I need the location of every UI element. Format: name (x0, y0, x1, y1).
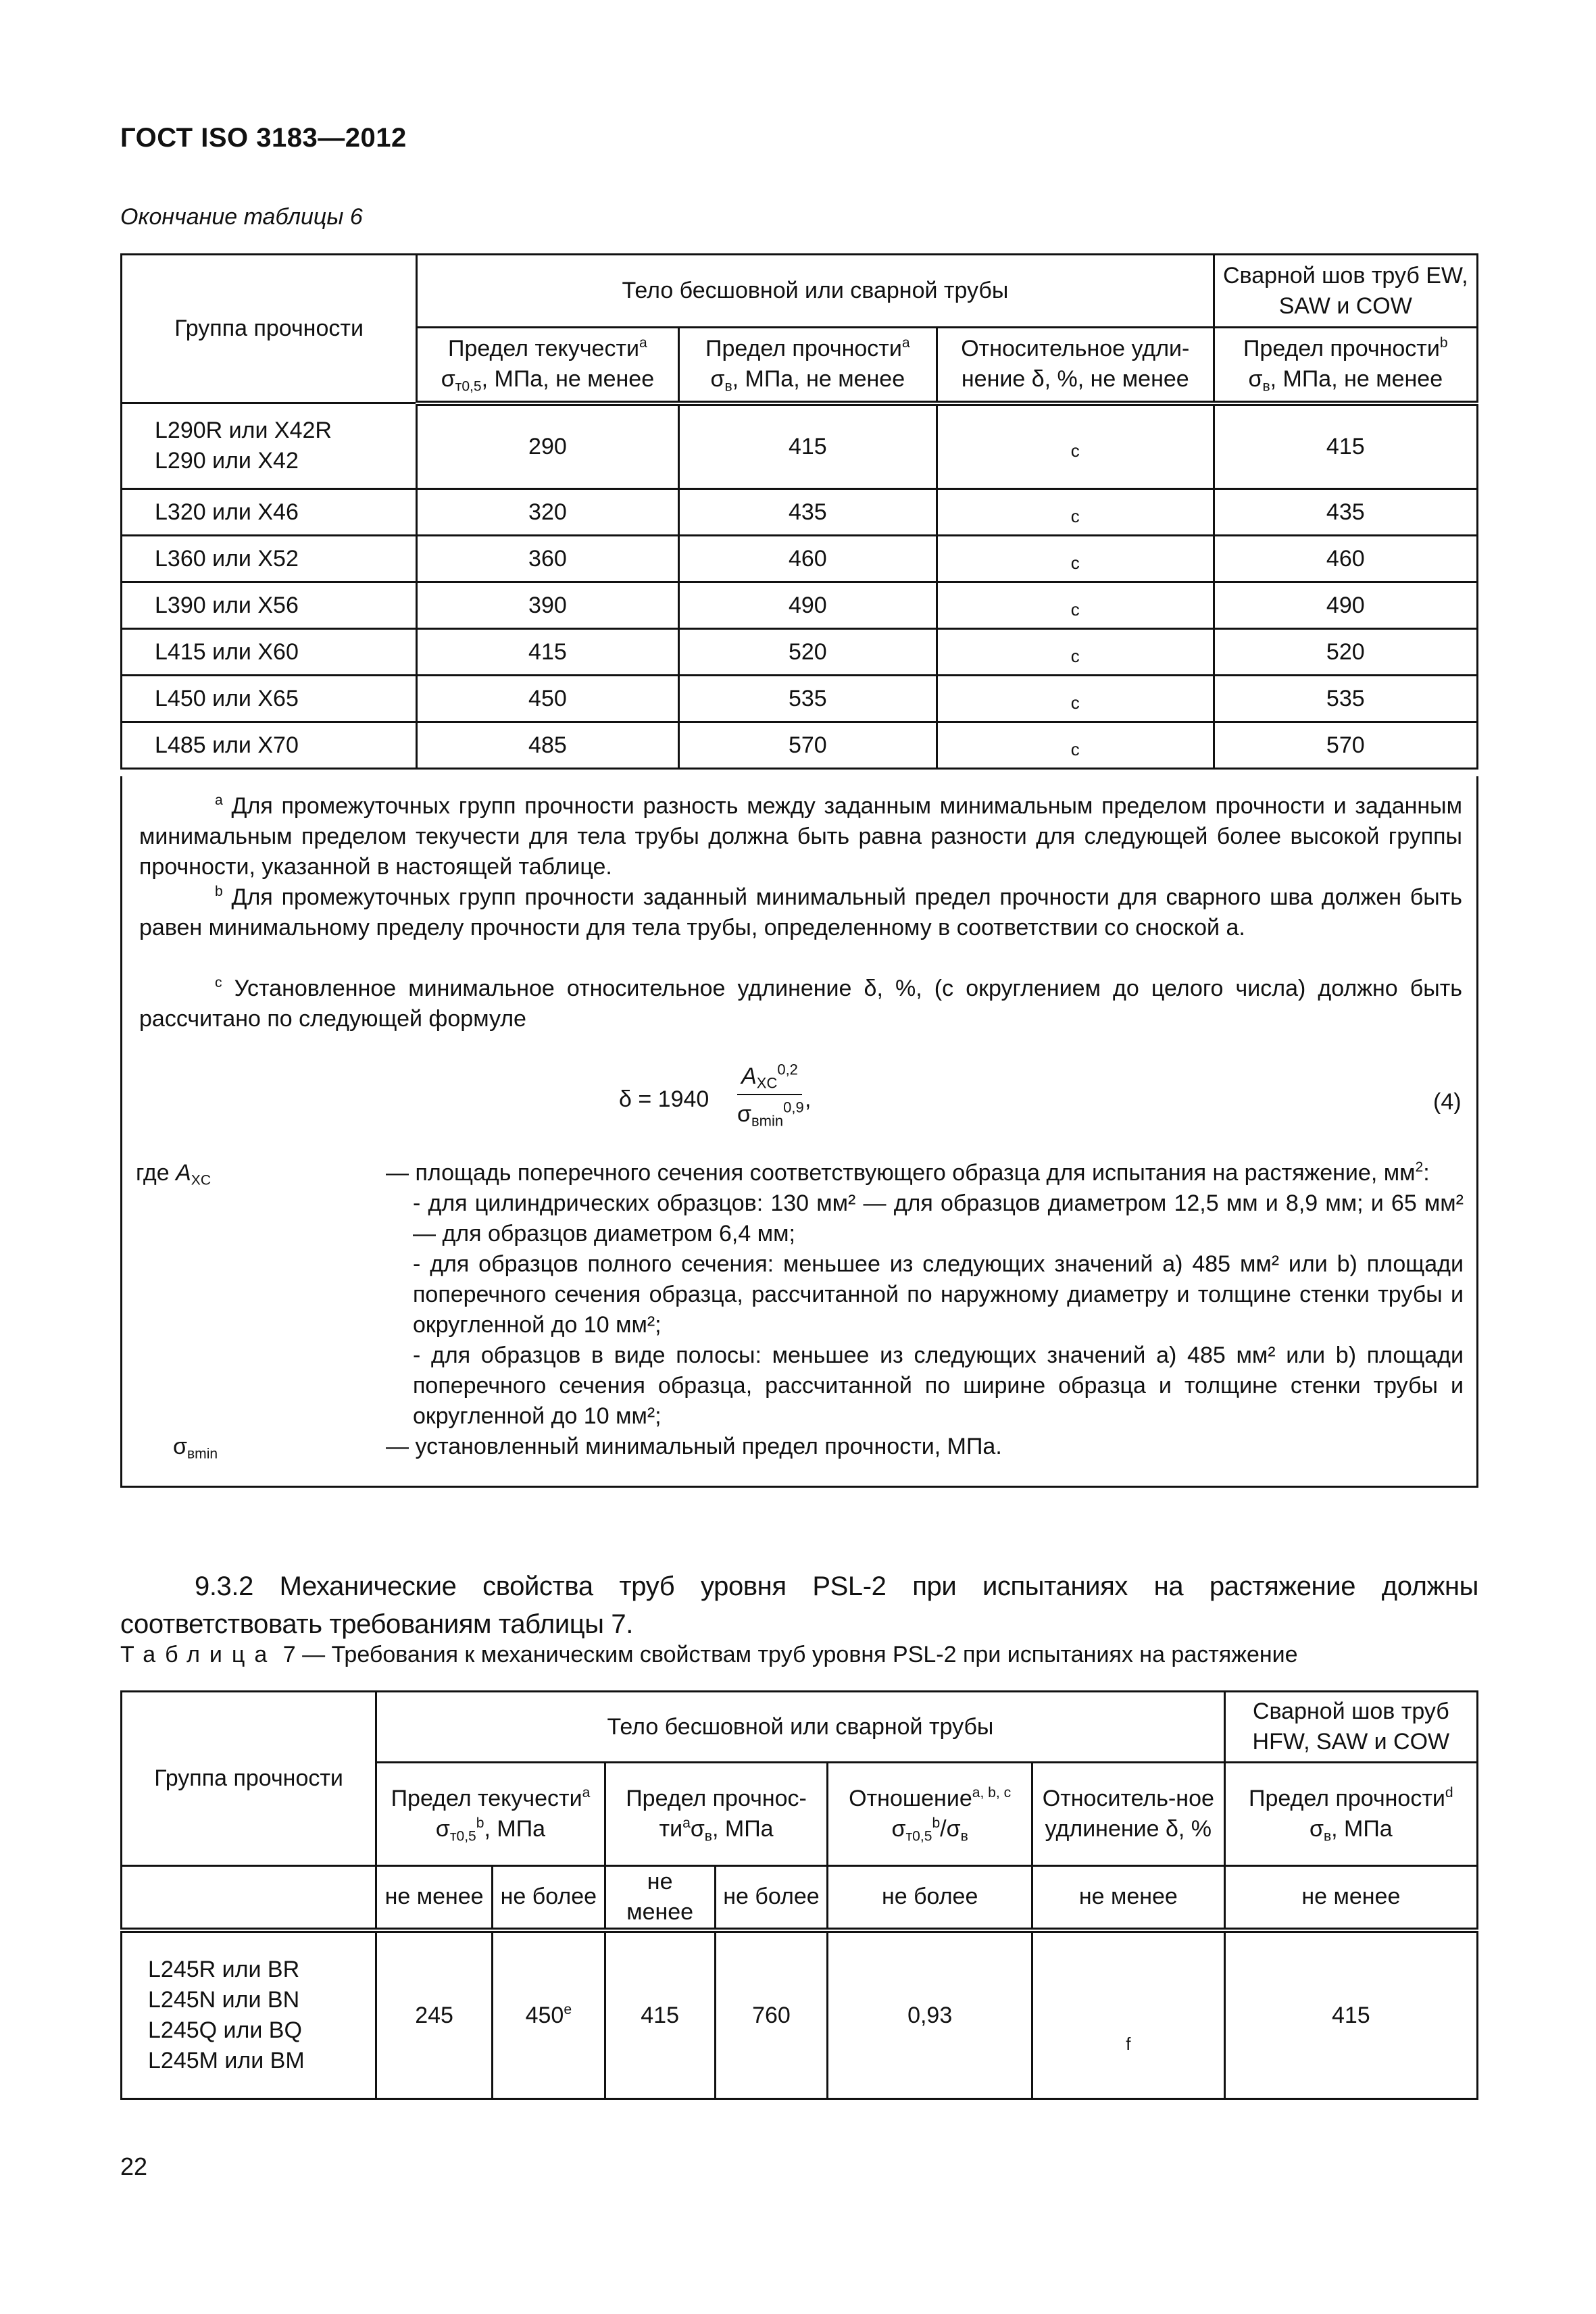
formula-number: (4) (1433, 1089, 1462, 1115)
t6-tensile: 520 (678, 629, 937, 676)
table-row (122, 722, 1478, 769)
formula-fraction: $A_{XC}^{0,2}$ $\sigma_{вmin}^{0,9}$ (737, 1059, 802, 1133)
where-sigma-label: $\sigma_{вmin}$ (173, 1434, 218, 1462)
table-row (122, 403, 1478, 489)
t7-sub-min: не менее (605, 1866, 715, 1930)
t7-head-elong: Относитель-ное удлинение δ, % (1032, 1763, 1224, 1866)
footnote-c: $^c$ Установленное минимальное относительное удлинение δ, %, (с округлением до целого числа) должно быть рассчитано по следующей формуле (139, 974, 1462, 1032)
t6-yield: 415 (417, 629, 678, 676)
table-row (122, 582, 1478, 629)
formula-lhs: δ = 1940 (619, 1086, 709, 1112)
t6-elong: c (937, 676, 1214, 722)
t6-yield: 320 (417, 489, 678, 536)
t6-group: L415 или X60 (122, 629, 417, 676)
t7-sub-max: не более (828, 1866, 1032, 1930)
t6-head-weld: Сварной шов труб EW, SAW и COW (1214, 255, 1477, 328)
t6-weld: 435 (1214, 489, 1477, 536)
t7-sub-max: не более (492, 1866, 605, 1930)
t7-weld: 415 (1224, 1930, 1477, 2099)
t6-yield: 450 (417, 676, 678, 722)
t6-tensile: 435 (678, 489, 937, 536)
t6-head-body: Тело бесшовной или сварной трубы (417, 255, 1214, 328)
t6-yield: 390 (417, 582, 678, 629)
t6-group: L390 или X56 (122, 582, 417, 629)
table6-footnotes (120, 776, 1478, 1488)
t6-yield: 290 (417, 403, 678, 489)
t7-head-weld: Сварной шов труб HFW, SAW и COW (1224, 1692, 1477, 1763)
t6-weld: 460 (1214, 536, 1477, 582)
t6-elong: c (937, 403, 1214, 489)
table-7 (120, 1690, 1478, 2100)
t6-tensile: 535 (678, 676, 937, 722)
table-row (122, 676, 1478, 722)
document-header: ГОСТ ISO 3183—2012 (120, 123, 407, 153)
t6-weld: 415 (1214, 403, 1477, 489)
t6-elong: c (937, 489, 1214, 536)
t7-tensile-min: 415 (605, 1930, 715, 2099)
table-row (122, 536, 1478, 582)
t7-yield-max: 450e (492, 1930, 605, 2099)
t6-head-elong: Относительное удли- нение δ, %, не менее (937, 328, 1214, 403)
table7-caption: Таблица 7 — Требования к механическим свойствам труб уровня PSL-2 при испытаниях на растяжение (120, 1642, 1298, 1667)
where-item-1: - для цилиндрических образцов: 130 мм² — для образцов диаметром 12,5 мм и 8,9 мм; и 65 мм² — для образцов диаметром 6,4 мм; (413, 1190, 1464, 1247)
t6-group: L450 или X65 (122, 676, 417, 722)
t7-sub-min: не менее (1032, 1866, 1224, 1930)
t6-head-group: Группа прочности (122, 255, 417, 403)
t6-weld: 490 (1214, 582, 1477, 629)
t7-yield-min: 245 (376, 1930, 493, 2099)
paragraph-9-3-2: 9.3.2 Механические свойства труб уровня PSL-2 при испытаниях на растяжение должны соответствовать требованиям таблицы 7. (120, 1571, 1478, 1639)
t6-weld: 570 (1214, 722, 1477, 769)
t6-weld: 535 (1214, 676, 1477, 722)
t7-sub-min: не менее (1224, 1866, 1477, 1930)
footnote-b: $^b$ Для промежуточных групп прочности заданный минимальный предел прочности для сварного шва должен быть равен минимальному пределу прочности для тела трубы, определенному в соответствии со сноской а. (139, 883, 1462, 940)
t7-head-yield: Предел текучести$^a$ $\sigma_{т0,5}^b$, МПа (376, 1763, 605, 1866)
t6-head-tensile: Предел прочности$^a$ $\sigma_в$, МПа, не менее (678, 328, 937, 403)
t7-tensile-max: 760 (715, 1930, 828, 2099)
t7-group: L245R или BR L245N или BN L245Q или BQ L245M или BM (122, 1930, 376, 2099)
footnote-a: $^a$ Для промежуточных групп прочности разность между заданным минимальным пределом прочности и заданным минимальным пределом текучести для тела трубы должна быть равна разности для следующей более высокой группы прочности, указанной в настоящей таблице. (139, 792, 1462, 880)
t7-head-weld-tensile: Предел прочности$^d$ $\sigma_в$, МПа (1224, 1763, 1477, 1866)
table6-caption: Окончание таблицы 6 (120, 204, 363, 230)
t6-elong: c (937, 582, 1214, 629)
t6-head-weld-tensile: Предел прочности$^b$ $\sigma_в$, МПа, не менее (1214, 328, 1477, 403)
t6-yield: 360 (417, 536, 678, 582)
t6-tensile: 570 (678, 722, 937, 769)
t7-head-ratio: Отношение$^{a, b, c}$ $\sigma_{т0,5}^b/\sigma_в$ (828, 1763, 1032, 1866)
t7-head-body: Тело бесшовной или сварной трубы (376, 1692, 1225, 1763)
table-row (122, 629, 1478, 676)
t6-tensile: 490 (678, 582, 937, 629)
page-number: 22 (120, 2153, 148, 2180)
formula-4: δ = 1940 $A_{XC}^{0,2}$ $\sigma_{вmin}^{0,9}$ , (4) (122, 1059, 1476, 1140)
t7-elong: f (1032, 1930, 1224, 2099)
t6-tensile: 460 (678, 536, 937, 582)
table-6 (120, 253, 1478, 770)
t7-sub-max: не более (715, 1866, 828, 1930)
t6-group: L360 или X52 (122, 536, 417, 582)
where-axc-label: где $A_{XC}$ (136, 1160, 211, 1188)
t7-head-group: Группа прочности (122, 1692, 376, 1866)
t6-group: L290R или X42R L290 или X42 (122, 403, 417, 489)
table-row (122, 489, 1478, 536)
t6-tensile: 415 (678, 403, 937, 489)
t6-elong: c (937, 536, 1214, 582)
t6-elong: c (937, 722, 1214, 769)
t6-weld: 520 (1214, 629, 1477, 676)
t7-sub-min: не менее (376, 1866, 493, 1930)
where-item-2: - для образцов полного сечения: меньшее из следующих значений а) 485 мм² или b) площади поперечного сечения образца, рассчитанной по наружному диаметру и толщине стенки трубы и округленной до 10 мм²; (413, 1251, 1464, 1338)
where-item-3: - для образцов в виде полосы: меньшее из следующих значений а) 485 мм² или b) площади поперечного сечения образца, рассчитанной по ширине образца и толщине стенки трубы и округленной до 10 мм²; (413, 1342, 1464, 1429)
where-axc-text: — площадь поперечного сечения соответствующего образца для испытания на растяжение, $мм^2$: (386, 1159, 1430, 1186)
t6-yield: 485 (417, 722, 678, 769)
t6-group: L320 или X46 (122, 489, 417, 536)
t6-elong: c (937, 629, 1214, 676)
t6-head-yield: Предел текучести$^a$ $\sigma_{т0,5}$, МПа, не менее (417, 328, 678, 403)
t7-head-tensile: Предел прочнос- $ти^a\sigma_в$, МПа (605, 1763, 828, 1866)
table-row (122, 1930, 1478, 2099)
t7-ratio: 0,93 (828, 1930, 1032, 2099)
t6-group: L485 или X70 (122, 722, 417, 769)
where-sigma-text: — установленный минимальный предел прочности, МПа. (386, 1434, 1002, 1459)
